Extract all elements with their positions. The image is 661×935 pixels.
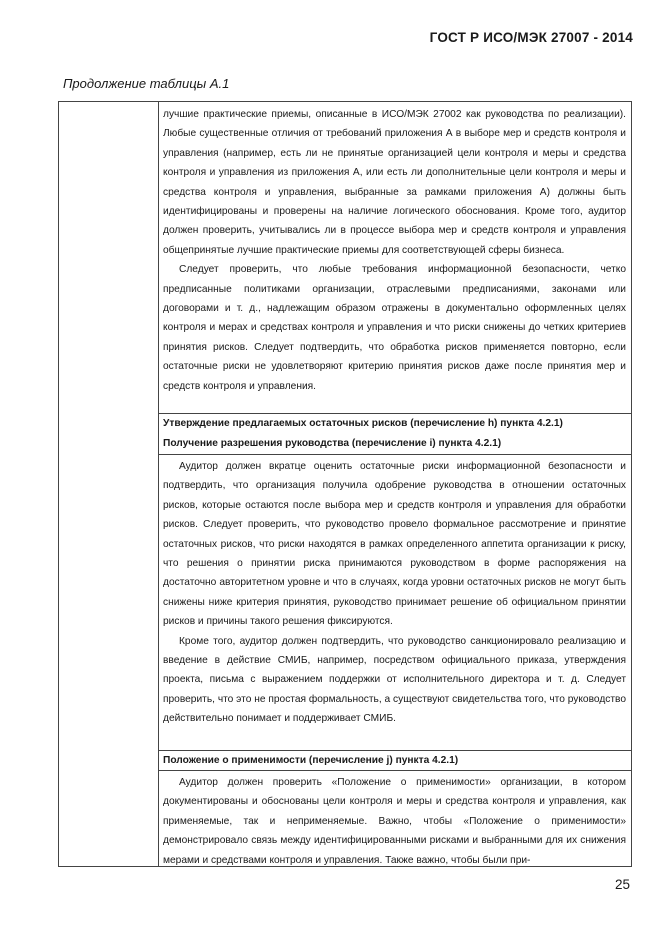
- table-cell-heading: [159, 750, 631, 770]
- standard-title: ГОСТ Р ИСО/МЭК 27007 - 2014: [429, 30, 633, 45]
- table-left-column: [59, 102, 159, 866]
- paragraph: Аудитор должен вкратце оценить остаточные риски информационной безопасности и подтвердить, что организация получила одобрение руководства в отношении остаточных рисков, которые остаются после выбора мер и средств контроля и управления для обработки рисков. Следует проверить, что руководство провело формальное рассмотрение и принятие остаточных рисков, что риски находятся в рамках определенного аппетита организации к риску, что решения о принятии риска принимаются руководством в форме распоряжения на достаточно авторитетном уровне и что в случаях, когда уровни остаточных рисков не могут быть снижены ниже критерия принятия, руководство принимает решение об официальном принятии рисков и причины такого решения фиксируются.: [163, 461, 626, 628]
- paragraph: Кроме того, аудитор должен подтвердить, что руководство санкционировало реализацию и введение в действие СМИБ, например, посредством официального приказа, утверждения проекта, письма с выражением поддержки от исполнительного директора и т. д. Следует проверить, что это не простая формальность, а существуют свидетельства того, что руководство действительно понимает и поддерживает СМИБ.: [163, 635, 626, 725]
- section-heading: Получение разрешения руководства (перечисление i) пункта 4.2.1): [163, 438, 502, 449]
- paragraph: Следует проверить, что любые требования информационной безопасности, четко предписанные политиками организации, отраслевыми предписаниями, законами или договорами и т. д., надлежащим образом отражены в документально оформленных целях контроля и мерах и средствах контроля и управления и что риски снижены до четких критериев принятия рисков. Следует подтвердить, что обработка рисков применяется повторно, если остаточные риски не удовлетворяют критерию принятия рисков даже после принятия мер и средств контроля и управления.: [163, 264, 626, 392]
- table-cell-text: [159, 454, 631, 750]
- paragraph: Аудитор должен проверить «Положение о применимости» организации, в котором документированы и обоснованы цели контроля и меры и средства контроля и управления, как применяемые, так и неприменяемые. Важно, чтобы «Положение о применимости» демонстрировало связь между идентифицированными рисками и выбранными для их снижения мерами и средствами контроля и управления. Также важно, чтобы были при-: [163, 777, 626, 866]
- section-heading: Положение о применимости (перечисление j) пункта 4.2.1): [163, 755, 459, 766]
- paragraph: лучшие практические приемы, описанные в ИСО/МЭК 27002 как руководства по реализации). Любые существенные отличия от требований приложения А в выборе мер и средств контроля и управления (например, есть ли не принятые организацией цели контроля и меры и средства контроля и управления из приложения А, или есть ли дополнительные цели контроля и меры и средства контроля и управления, выбранные за рамками приложения А) должны быть идентифицированы и проверены на наличие логического обоснования. Кроме того, аудитор должен проверить, учитывались ли в процессе выбора мер и средств контроля и управления общепринятые лучшие практические приемы для соответствующей сферы бизнеса.: [163, 109, 626, 256]
- requirements-table: [58, 101, 632, 867]
- table-right-column: [159, 102, 631, 866]
- section-heading: Утверждение предлагаемых остаточных рисков (перечисление h) пункта 4.2.1): [163, 418, 563, 429]
- table-cell-heading: [159, 413, 631, 454]
- table-caption: Продолжение таблицы А.1: [63, 76, 230, 91]
- table-cell-text: [159, 102, 631, 413]
- page-number: 25: [614, 877, 630, 892]
- table-cell-text: [159, 770, 631, 866]
